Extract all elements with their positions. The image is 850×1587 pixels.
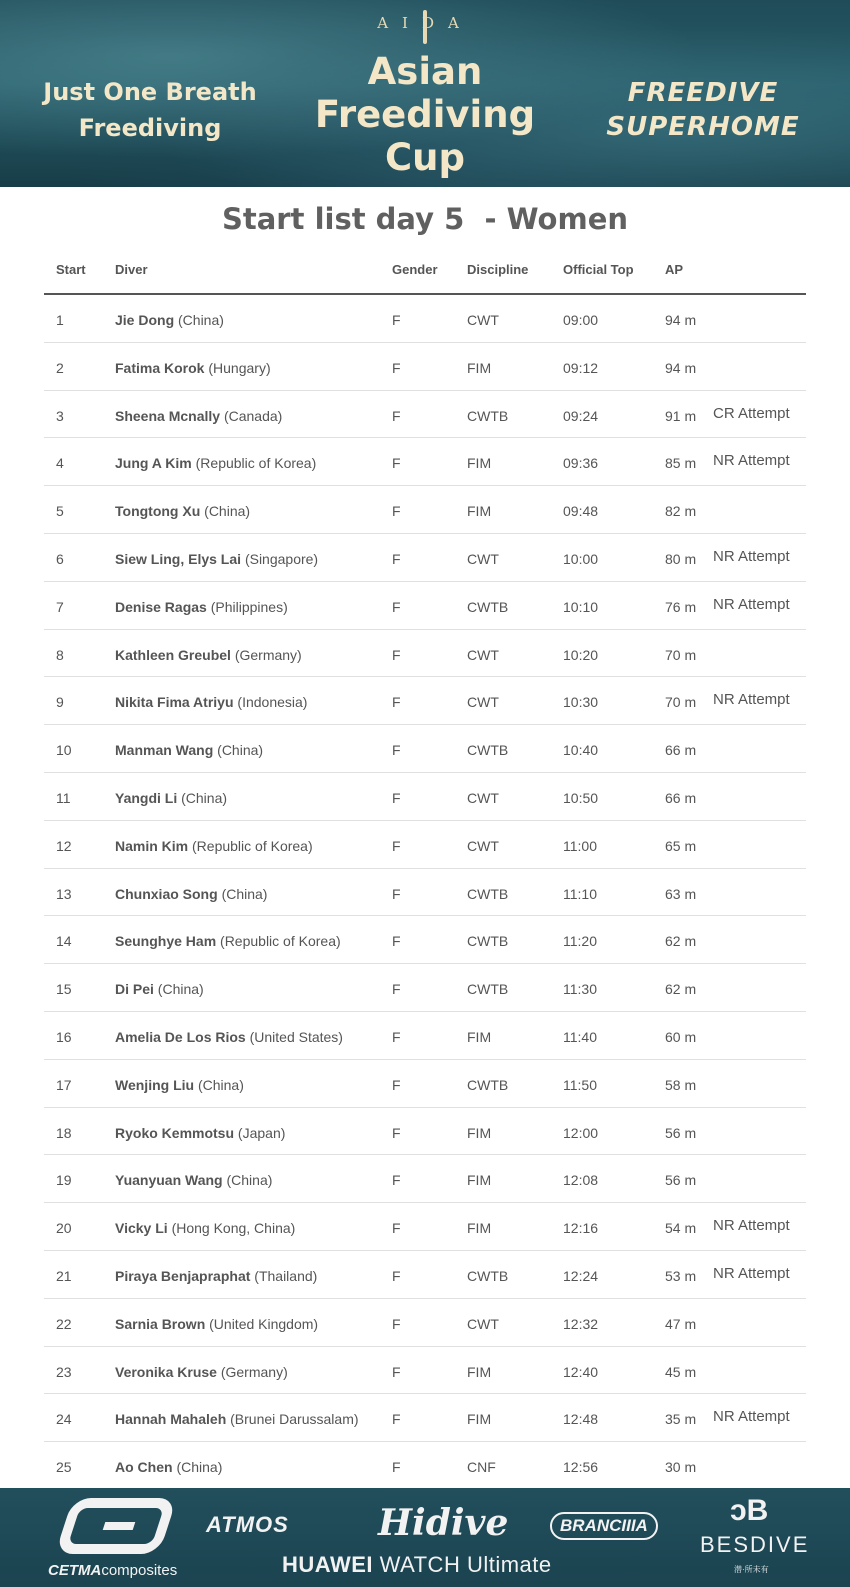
discipline-cell: CWT (467, 312, 499, 328)
diver-cell (115, 1316, 318, 1332)
attempt-note-cell: NR Attempt (713, 547, 790, 565)
ap-cell: 94 m (665, 359, 697, 376)
sponsor-cetma (48, 1562, 177, 1579)
gender-cell: F (392, 455, 401, 472)
diver-name-link[interactable]: Hannah Mahaleh (115, 1411, 227, 1428)
discipline-cell: FIM (467, 359, 492, 376)
discipline-cell: CWTB (467, 598, 509, 615)
diver-name-link[interactable]: Wenjing Liu (115, 1076, 195, 1093)
ap-cell: 56 m (665, 1124, 697, 1141)
discipline-cell: CWT (467, 1315, 499, 1332)
start-cell: 17 (56, 1076, 72, 1093)
gender-cell: F (392, 1411, 401, 1428)
official-top-cell: 12:48 (563, 1411, 599, 1428)
diver-cell (115, 1077, 244, 1093)
ap-cell: 60 m (665, 1028, 697, 1045)
diver-name-link[interactable]: Namin Kim (115, 837, 189, 854)
discipline-cell: CWTB (467, 1267, 509, 1284)
attempt-note-cell: NR Attempt (713, 1217, 790, 1235)
sponsor-besdive-tagline: 潜·所未有 (734, 1565, 769, 1574)
diver-country: (China) (204, 503, 251, 520)
ap-cell: 82 m (665, 503, 697, 520)
ap-cell: 70 m (665, 646, 697, 663)
diver-name-link[interactable]: Kathleen Greubel (115, 646, 231, 663)
diver-country: (Republic of Korea) (192, 837, 313, 854)
official-top-cell: 09:36 (563, 455, 599, 472)
table-row (44, 1442, 806, 1490)
diver-name-link[interactable]: Yangdi Li (115, 789, 178, 806)
event-header-banner (0, 0, 850, 187)
start-cell: 20 (56, 1220, 72, 1237)
diver-country: (China) (157, 981, 204, 998)
start-cell: 25 (56, 1459, 72, 1476)
diver-name-link[interactable]: Veronika Kruse (115, 1363, 217, 1380)
discipline-cell: FIM (467, 455, 492, 472)
diver-cell (115, 599, 288, 615)
official-top-cell: 12:40 (563, 1363, 599, 1380)
diver-cell (115, 838, 313, 854)
gender-cell: F (392, 981, 401, 998)
sponsor-branchia: BRANCIIIA (550, 1512, 658, 1540)
diver-name-link[interactable]: Seunghye Ham (115, 933, 217, 950)
sponsor-besdive: BESDIVE (700, 1532, 810, 1557)
gender-cell: F (392, 885, 401, 902)
gender-cell: F (392, 550, 401, 567)
official-top-cell: 11:00 (563, 837, 597, 854)
ap-cell: 91 m (665, 407, 697, 424)
gender-cell: F (392, 1315, 401, 1332)
event-title-line-1: Asian (367, 50, 483, 93)
gender-cell: F (392, 742, 401, 759)
diver-country: (Germany) (234, 646, 302, 663)
diver-country: (United States) (249, 1028, 343, 1045)
diver-cell (115, 312, 224, 328)
ap-cell: 70 m (665, 694, 697, 711)
discipline-cell: CWTB (467, 407, 509, 424)
table-row (44, 1203, 806, 1251)
diver-country: (Canada) (223, 407, 283, 424)
official-top-cell: 10:10 (563, 598, 599, 615)
organizer-right-line-2: SUPERHOME (606, 112, 800, 142)
table-row (44, 1012, 806, 1060)
table-row (44, 1108, 806, 1156)
ap-cell: 62 m (665, 981, 697, 998)
gender-cell: F (392, 1459, 401, 1476)
start-cell: 8 (56, 646, 64, 663)
diver-name-link[interactable]: Di Pei (115, 981, 154, 998)
sponsor-huawei-bold: HUAWEI (282, 1552, 373, 1577)
diver-country: (China) (221, 885, 268, 902)
diver-name-link[interactable]: Manman Wang (115, 742, 214, 759)
header-official-top: Official Top (563, 262, 634, 277)
sponsor-cetma-bold: CETMA (48, 1562, 102, 1579)
organizer-right-line-1: FREEDIVE (627, 78, 779, 108)
start-cell: 7 (56, 598, 64, 615)
gender-cell: F (392, 1076, 401, 1093)
attempt-note-cell: NR Attempt (713, 452, 790, 470)
start-cell: 9 (56, 694, 64, 711)
discipline-cell: CWTB (467, 981, 509, 998)
discipline-cell: CWTB (467, 742, 509, 759)
header-ap: AP (665, 262, 684, 277)
diver-cell (115, 790, 227, 806)
diver-cell (115, 694, 307, 710)
diver-cell (115, 647, 302, 663)
diver-cell (115, 1172, 272, 1188)
diver-country: (Germany) (220, 1363, 288, 1380)
diver-cell (115, 408, 282, 424)
official-top-cell: 10:50 (563, 789, 599, 806)
gender-cell: F (392, 694, 401, 711)
table-body (44, 295, 806, 1490)
discipline-cell: CWT (467, 646, 499, 663)
official-top-cell: 09:24 (563, 407, 599, 424)
diver-cell (115, 1125, 285, 1141)
discipline-cell: FIM (467, 1124, 492, 1141)
header-discipline: Discipline (467, 262, 529, 277)
organizer-left-line-2: Freediving (78, 114, 222, 142)
diver-cell (115, 933, 341, 949)
event-title-line-3: Cup (385, 136, 465, 179)
ap-cell: 30 m (665, 1459, 697, 1476)
attempt-note-cell: NR Attempt (713, 1408, 790, 1426)
official-top-cell: 11:50 (563, 1076, 597, 1093)
diver-cell (115, 1029, 343, 1045)
diver-country: (Indonesia) (237, 694, 308, 711)
diver-cell (115, 1459, 222, 1475)
diver-cell (115, 1268, 317, 1284)
gender-cell: F (392, 1124, 401, 1141)
official-top-cell: 11:40 (563, 1028, 597, 1045)
page-title: Start list day 5 - Women (221, 202, 629, 236)
gender-cell: F (392, 598, 401, 615)
diver-country: (China) (197, 1076, 244, 1093)
cetma-logo-icon (55, 1498, 177, 1554)
diver-name-link[interactable]: Tongtong Xu (115, 503, 201, 520)
organizer-left-line-1: Just One Breath (43, 78, 257, 106)
table-row (44, 582, 806, 630)
start-cell: 11 (56, 789, 71, 806)
gender-cell: F (392, 359, 401, 376)
table-row (44, 1155, 806, 1203)
aida-logo: AIDA (377, 14, 473, 32)
start-cell: 15 (56, 981, 72, 998)
discipline-cell: CWT (467, 789, 499, 806)
table-row (44, 534, 806, 582)
table-row (44, 1347, 806, 1395)
start-cell: 21 (56, 1267, 72, 1284)
official-top-cell: 12:16 (563, 1220, 599, 1237)
start-cell: 2 (56, 359, 64, 376)
discipline-cell: FIM (467, 1411, 492, 1428)
gender-cell: F (392, 1267, 401, 1284)
start-cell: 4 (56, 455, 64, 472)
diver-country: (Japan) (237, 1124, 286, 1141)
start-cell: 19 (56, 1172, 72, 1189)
discipline-cell: CWT (467, 550, 499, 567)
ap-cell: 35 m (665, 1411, 697, 1428)
table-row (44, 916, 806, 964)
diver-cell (115, 742, 263, 758)
official-top-cell: 10:00 (563, 550, 599, 567)
table-row (44, 677, 806, 725)
gender-cell: F (392, 503, 401, 520)
gender-cell: F (392, 1172, 401, 1189)
ap-cell: 56 m (665, 1172, 697, 1189)
diver-cell (115, 503, 250, 519)
start-cell: 1 (56, 312, 64, 328)
gender-cell: F (392, 789, 401, 806)
start-list-table (44, 254, 806, 1490)
start-cell: 12 (56, 837, 72, 854)
attempt-note-cell: NR Attempt (713, 691, 790, 709)
discipline-cell: FIM (467, 1220, 492, 1237)
gender-cell: F (392, 1220, 401, 1237)
table-row (44, 391, 806, 439)
event-title-line-2: Freediving (314, 93, 536, 136)
ap-cell: 47 m (665, 1315, 697, 1332)
ap-cell: 80 m (665, 550, 697, 567)
start-cell: 3 (56, 407, 64, 424)
table-row (44, 1394, 806, 1442)
start-cell: 13 (56, 885, 72, 902)
table-row (44, 486, 806, 534)
official-top-cell: 10:40 (563, 742, 599, 759)
start-cell: 5 (56, 503, 64, 520)
diver-country: (Brunei Darussalam) (230, 1411, 359, 1428)
diver-country: (China) (176, 1459, 223, 1476)
start-cell: 14 (56, 933, 72, 950)
diver-name-link[interactable]: Ryoko Kemmotsu (115, 1124, 235, 1141)
diver-country: (Singapore) (244, 550, 319, 567)
table-row (44, 343, 806, 391)
start-cell: 18 (56, 1124, 72, 1141)
ap-cell: 62 m (665, 933, 697, 950)
table-row (44, 964, 806, 1012)
sponsor-huawei-light: WATCH Ultimate (379, 1552, 552, 1577)
diver-country: (Republic of Korea) (220, 933, 341, 950)
table-row (44, 821, 806, 869)
table-row (44, 773, 806, 821)
official-top-cell: 11:20 (563, 933, 597, 950)
header-start: Start (56, 262, 86, 277)
gender-cell: F (392, 407, 401, 424)
diver-country: (China) (181, 789, 228, 806)
table-row (44, 1060, 806, 1108)
discipline-cell: CWT (467, 694, 499, 711)
gender-cell: F (392, 933, 401, 950)
organizer-right (578, 76, 828, 144)
ap-cell: 65 m (665, 837, 697, 854)
diver-name-link[interactable]: Vicky Li (115, 1220, 168, 1237)
ap-cell: 54 m (665, 1220, 697, 1237)
gender-cell: F (392, 837, 401, 854)
diver-cell (115, 360, 271, 376)
diver-name-link[interactable]: Fatima Korok (115, 359, 205, 376)
official-top-cell: 11:10 (563, 885, 597, 902)
official-top-cell: 10:20 (563, 646, 599, 663)
diver-name-link[interactable]: Denise Ragas (115, 598, 207, 615)
diver-country: (United Kingdom) (209, 1315, 319, 1332)
besdive-logo-icon: ↄB (730, 1494, 769, 1527)
diver-country: (China) (226, 1172, 273, 1189)
sponsor-cetma-light: composites (101, 1562, 178, 1579)
discipline-cell: FIM (467, 503, 492, 520)
diver-name-link[interactable]: Siew Ling, Elys Lai (115, 550, 242, 567)
diver-country: (Thailand) (254, 1267, 318, 1284)
official-top-cell: 12:00 (563, 1124, 599, 1141)
gender-cell: F (392, 1028, 401, 1045)
diver-country: (Republic of Korea) (195, 455, 317, 472)
table-row (44, 1251, 806, 1299)
ap-cell: 66 m (665, 742, 697, 759)
header-gender: Gender (392, 262, 438, 277)
diver-name-link[interactable]: Jung A Kim (115, 455, 192, 472)
discipline-cell: CWTB (467, 885, 509, 902)
diver-name-link[interactable]: Chunxiao Song (115, 885, 218, 902)
sponsor-hidive: Hidive (378, 1502, 509, 1544)
discipline-cell: CWT (467, 837, 499, 854)
ap-cell: 76 m (665, 598, 697, 615)
diver-country: (Hong Kong, China) (171, 1220, 296, 1237)
diver-cell (115, 455, 316, 471)
diver-name-link[interactable]: Nikita Fima Atriyu (115, 694, 234, 711)
table-header (44, 254, 806, 295)
start-cell: 24 (56, 1411, 72, 1428)
official-top-cell: 09:00 (563, 312, 599, 328)
table-row (44, 438, 806, 486)
attempt-note-cell: NR Attempt (713, 595, 790, 613)
official-top-cell: 12:24 (563, 1267, 599, 1284)
diver-country: (Hungary) (208, 359, 271, 376)
diver-name-link[interactable]: Jie Dong (115, 312, 175, 328)
official-top-cell: 12:56 (563, 1459, 599, 1476)
start-cell: 10 (56, 742, 72, 759)
diver-name-link[interactable]: Sarnia Brown (115, 1315, 206, 1332)
discipline-cell: CNF (467, 1459, 496, 1476)
diver-cell (115, 981, 204, 997)
official-top-cell: 12:08 (563, 1172, 599, 1189)
official-top-cell: 10:30 (563, 694, 599, 711)
ap-cell: 94 m (665, 312, 697, 328)
header-diver: Diver (115, 262, 148, 277)
diver-name-link[interactable]: Sheena Mcnally (115, 407, 221, 424)
gender-cell: F (392, 1363, 401, 1380)
start-cell: 23 (56, 1363, 72, 1380)
organizer-left (30, 74, 270, 146)
diver-country: (China) (178, 312, 224, 328)
official-top-cell: 11:30 (563, 981, 597, 998)
sponsor-atmos: ATMOS (206, 1512, 289, 1537)
ap-cell: 66 m (665, 789, 697, 806)
attempt-note-cell: CR Attempt (713, 404, 790, 422)
ap-cell: 85 m (665, 455, 697, 472)
official-top-cell: 12:32 (563, 1315, 599, 1332)
diver-name-link[interactable]: Yuanyuan Wang (115, 1172, 223, 1189)
ap-cell: 63 m (665, 885, 697, 902)
discipline-cell: FIM (467, 1363, 492, 1380)
event-title (300, 50, 550, 179)
sponsor-huawei (282, 1552, 552, 1578)
diver-cell (115, 1411, 359, 1427)
start-cell: 16 (56, 1028, 72, 1045)
diver-country: (Philippines) (210, 598, 288, 615)
attempt-note-cell: NR Attempt (713, 1264, 790, 1282)
discipline-cell: CWTB (467, 933, 509, 950)
discipline-cell: FIM (467, 1172, 492, 1189)
diver-country: (China) (217, 742, 264, 759)
gender-cell: F (392, 312, 401, 328)
table-row (44, 725, 806, 773)
discipline-cell: CWTB (467, 1076, 509, 1093)
ap-cell: 45 m (665, 1363, 697, 1380)
table-row (44, 630, 806, 678)
ap-cell: 53 m (665, 1267, 697, 1284)
table-row (44, 295, 806, 343)
diver-cell (115, 1364, 288, 1380)
diver-cell (115, 886, 267, 902)
diver-name-link[interactable]: Ao Chen (115, 1459, 173, 1476)
table-row (44, 1299, 806, 1347)
sponsor-footer (0, 1488, 850, 1587)
diver-cell (115, 551, 318, 567)
official-top-cell: 09:12 (563, 359, 599, 376)
diver-cell (115, 1220, 295, 1236)
discipline-cell: FIM (467, 1028, 492, 1045)
ap-cell: 58 m (665, 1076, 697, 1093)
official-top-cell: 09:48 (563, 503, 599, 520)
start-cell: 6 (56, 550, 64, 567)
diver-name-link[interactable]: Amelia De Los Rios (115, 1028, 246, 1045)
table-row (44, 869, 806, 917)
start-cell: 22 (56, 1315, 72, 1332)
diver-name-link[interactable]: Piraya Benjapraphat (115, 1267, 251, 1284)
gender-cell: F (392, 646, 401, 663)
